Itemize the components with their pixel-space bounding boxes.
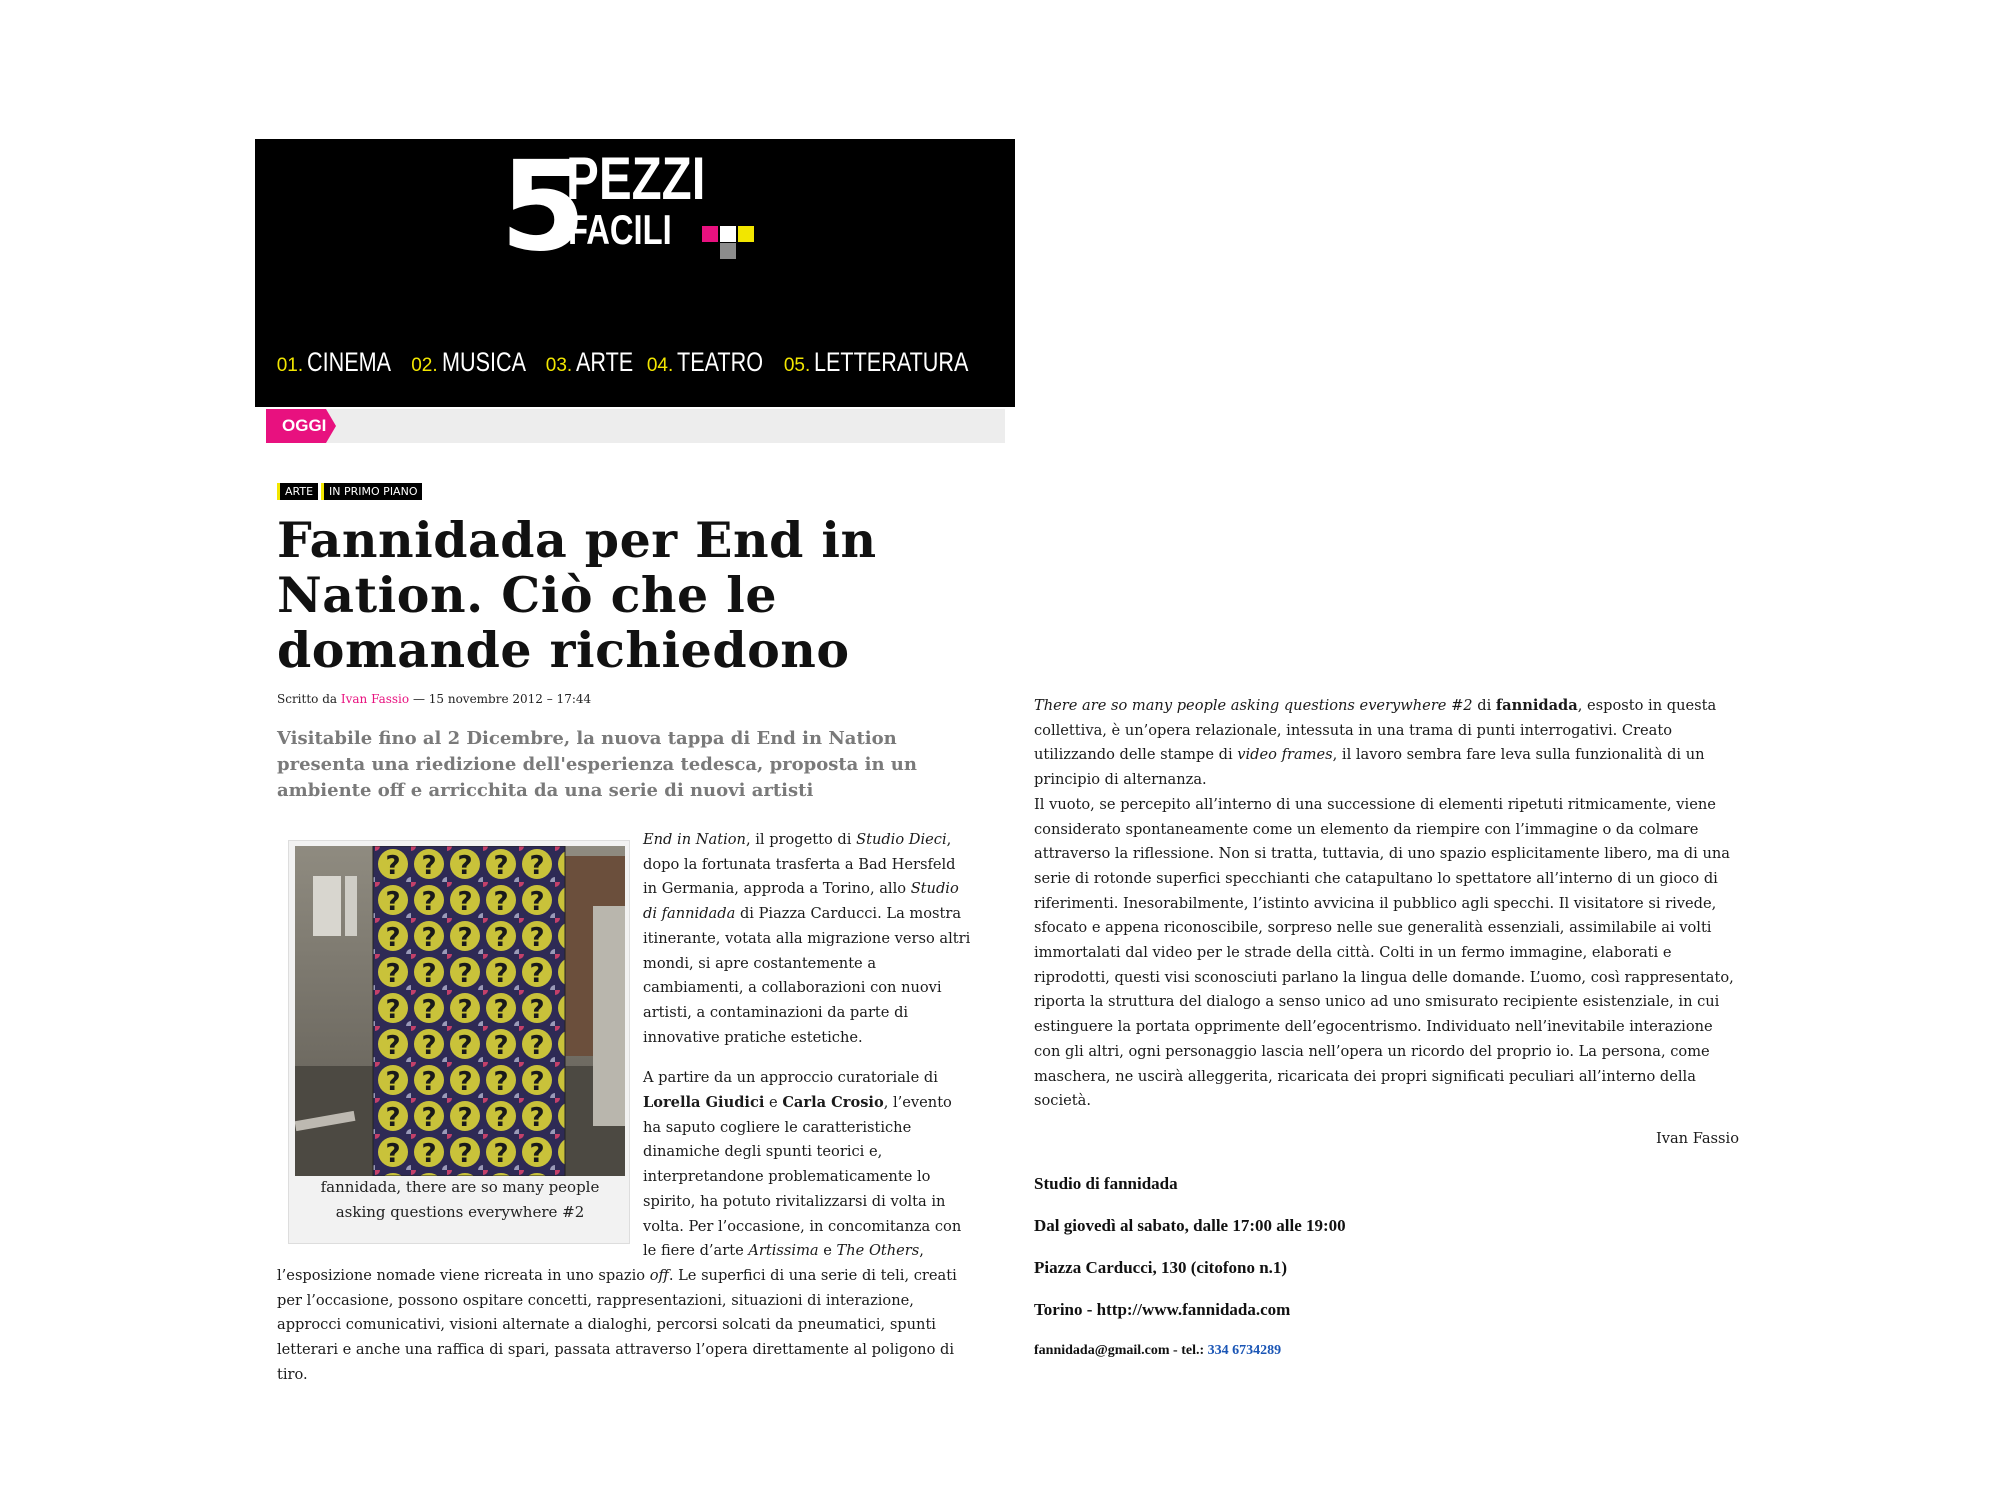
figure-caption: fannidada, there are so many people asking questions everywhere #2 — [320, 1178, 600, 1221]
nav-number: 01. — [276, 355, 304, 376]
info-venue: Studio di fannidada — [1034, 1174, 1178, 1193]
oggi-ticker-bar — [266, 409, 1005, 443]
nav-label: MUSICA — [441, 347, 526, 377]
site-header — [255, 135, 1015, 407]
info-address: Piazza Carducci, 130 (citofono n.1) — [1034, 1258, 1288, 1277]
nav-label: CINEMA — [307, 347, 392, 377]
article-body-right — [1034, 694, 1739, 1114]
text: , il lavoro sembra fare leva sulla funzionalità di un principio di alternanza. — [1034, 746, 1705, 789]
nav-label: TEATRO — [677, 347, 764, 377]
text: di — [1472, 697, 1496, 714]
paragraph-4: Il vuoto, se percepito all’interno di una successione di elementi ripetuti ritmicamente, viene considerato spontaneamente come un elemento da riempire con l’immagine o da colmare attraverso la riflessione. Non si tratta, tuttavia, di uno spazio esplicitamente libero, ma di una serie di rotonde superfici specchianti che catapultano lo spettatore all’interno di un gioco di riferimenti. Inesorabilmente, l’istinto avvicina il pubblico agli specchi. Il visitatore si rivede, sfocato e appena riconoscibile, sorpreso nelle sue generalità essenziali, assimilabile ai volti immortalati dal video per le strade della città. Colti in un fermo immagine, elaborati e riprodotti, questi visi sconosciuti parlano la lingua delle domande. L’uomo, così rappresentato, riporta la struttura del dialogo a senso unico ad uno smisurato recipiente esistenziale, in cui estinguere la portata opprimente dell’egocentrismo. Individuato nell’inevitabile interazione con gli altri, ogni personaggio lascia nell’opera un ricordo del proprio io. La persona, come maschera, ne uscirà alleggerita, ricaricata dei propri significati peculiari all’interno della società. — [1034, 795, 1734, 1110]
info-hours: Dal giovedì al sabato, dalle 17:00 alle 19:00 — [1034, 1216, 1346, 1235]
text-em: Studio Dieci — [856, 831, 947, 848]
artwork-photo-drawing — [295, 846, 625, 1176]
phone-link[interactable]: 334 6734289 — [1207, 1343, 1282, 1358]
text: di Piazza Carducci. La mostra itinerante, votata alla migrazione verso altri mondi, si apre costantemente a cambiamenti, a collaborazioni con nuovi artisti, a contaminazioni da parte di innovative pratiche estetiche. — [643, 905, 971, 1046]
nav-label: ARTE — [576, 347, 634, 377]
text-em: There are so many people asking questions everywhere #2 — [1034, 697, 1473, 714]
main-nav — [255, 347, 1015, 378]
logo-square-gray — [720, 243, 736, 259]
text: , dopo la fortunata trasferta a Bad Hersfeld in Germania, approda a Torino, allo — [643, 831, 956, 898]
paragraph-3 — [1034, 694, 1739, 793]
nav-number: 04. — [646, 355, 674, 376]
text: , l’esposizione nomade viene ricreata in uno spazio — [277, 1242, 924, 1284]
logo-pezzi: PEZZI — [566, 145, 706, 212]
site-logo[interactable] — [500, 135, 770, 279]
author-link[interactable]: Ivan Fassio — [340, 692, 410, 706]
logo-square-white — [720, 226, 736, 242]
nav-number: 02. — [411, 355, 438, 376]
text-em: off — [649, 1266, 669, 1284]
contact-email[interactable]: fannidada@gmail.com - tel.: — [1034, 1343, 1208, 1358]
article-signature: Ivan Fassio — [1655, 1130, 1739, 1147]
text: , esposto in questa collettiva, è un’opera relazionale, intessuta in una trama di punti interrogativi. Creato utilizzando delle stampe di — [1034, 697, 1717, 764]
info-contact — [1034, 1343, 1281, 1359]
text: , l’evento ha saputo cogliere le caratteristiche dinamiche degli spunti teorici e, interpretandone problematicamente lo spirito, ha potuto rivitalizzarsi di volta in volta. Per l’occasione, in concomitanza con le fiere d’arte — [643, 1094, 962, 1260]
oggi-badge: OGGI: — [266, 409, 326, 443]
artwork-photo[interactable] — [295, 846, 625, 1176]
text-em: End in Nation — [643, 831, 746, 848]
text-em: The Others — [836, 1242, 920, 1260]
logo-square-pink — [702, 226, 718, 242]
article-figure — [288, 840, 630, 1244]
text: e — [818, 1242, 837, 1260]
nav-label: LETTERATURA — [814, 347, 969, 377]
text: A partire da un approccio curatoriale di — [643, 1069, 938, 1087]
text: . Le superfici di una serie di teli, creati per l’occasione, possono ospitare concetti, rappresentazioni, situazioni di interazione, approcci comunicativi, visioni alternate a dialoghi, percorsi solcati da pneumatici, spunti letterari e anche una raffica di spari, passata attraverso l’opera direttamente al poligono di tiro. — [277, 1266, 957, 1383]
nav-number: 03. — [545, 355, 573, 376]
text: e — [764, 1094, 783, 1112]
article-summary: Visitabile fino al 2 Dicembre, la nuova tappa di End in Nation presenta una riedizione dell'esperienza tedesca, proposta in un ambiente off e arricchita da una serie di nuovi artisti — [277, 728, 917, 801]
text-strong: Lorella Giudici — [643, 1094, 765, 1112]
logo-facili: FACILI — [568, 206, 672, 253]
tag-arte[interactable]: ARTE — [277, 483, 318, 500]
text-em: Artissima — [748, 1242, 819, 1260]
logo-five: 5 — [500, 135, 581, 279]
article-tags — [277, 480, 425, 500]
text: , il progetto di — [745, 831, 857, 848]
text-em: video frames — [1237, 746, 1333, 764]
nav-number: 05. — [783, 355, 811, 376]
tag-in-primo-piano[interactable]: IN PRIMO PIANO — [321, 483, 422, 500]
logo-square-yellow — [738, 226, 754, 242]
nav-item-arte[interactable] — [546, 347, 634, 378]
info-city-website[interactable]: Torino - http://www.fannidada.com — [1034, 1300, 1291, 1319]
byline-prefix: Scritto da — [277, 692, 341, 706]
nav-item-cinema[interactable] — [277, 347, 398, 378]
article-byline — [277, 692, 591, 706]
article-title: Fannidada per End in Nation. Ciò che le domande richiedono — [277, 511, 877, 679]
byline-date: — 15 novembre 2012 – 17:44 — [409, 692, 592, 706]
text-strong: Carla Crosio — [782, 1094, 884, 1112]
nav-item-teatro[interactable] — [647, 347, 771, 378]
nav-item-letteratura[interactable] — [784, 347, 993, 378]
text-strong: fannidada — [1495, 697, 1578, 714]
text-em: Studio di fannidada — [643, 880, 959, 923]
nav-item-musica[interactable] — [411, 347, 532, 378]
